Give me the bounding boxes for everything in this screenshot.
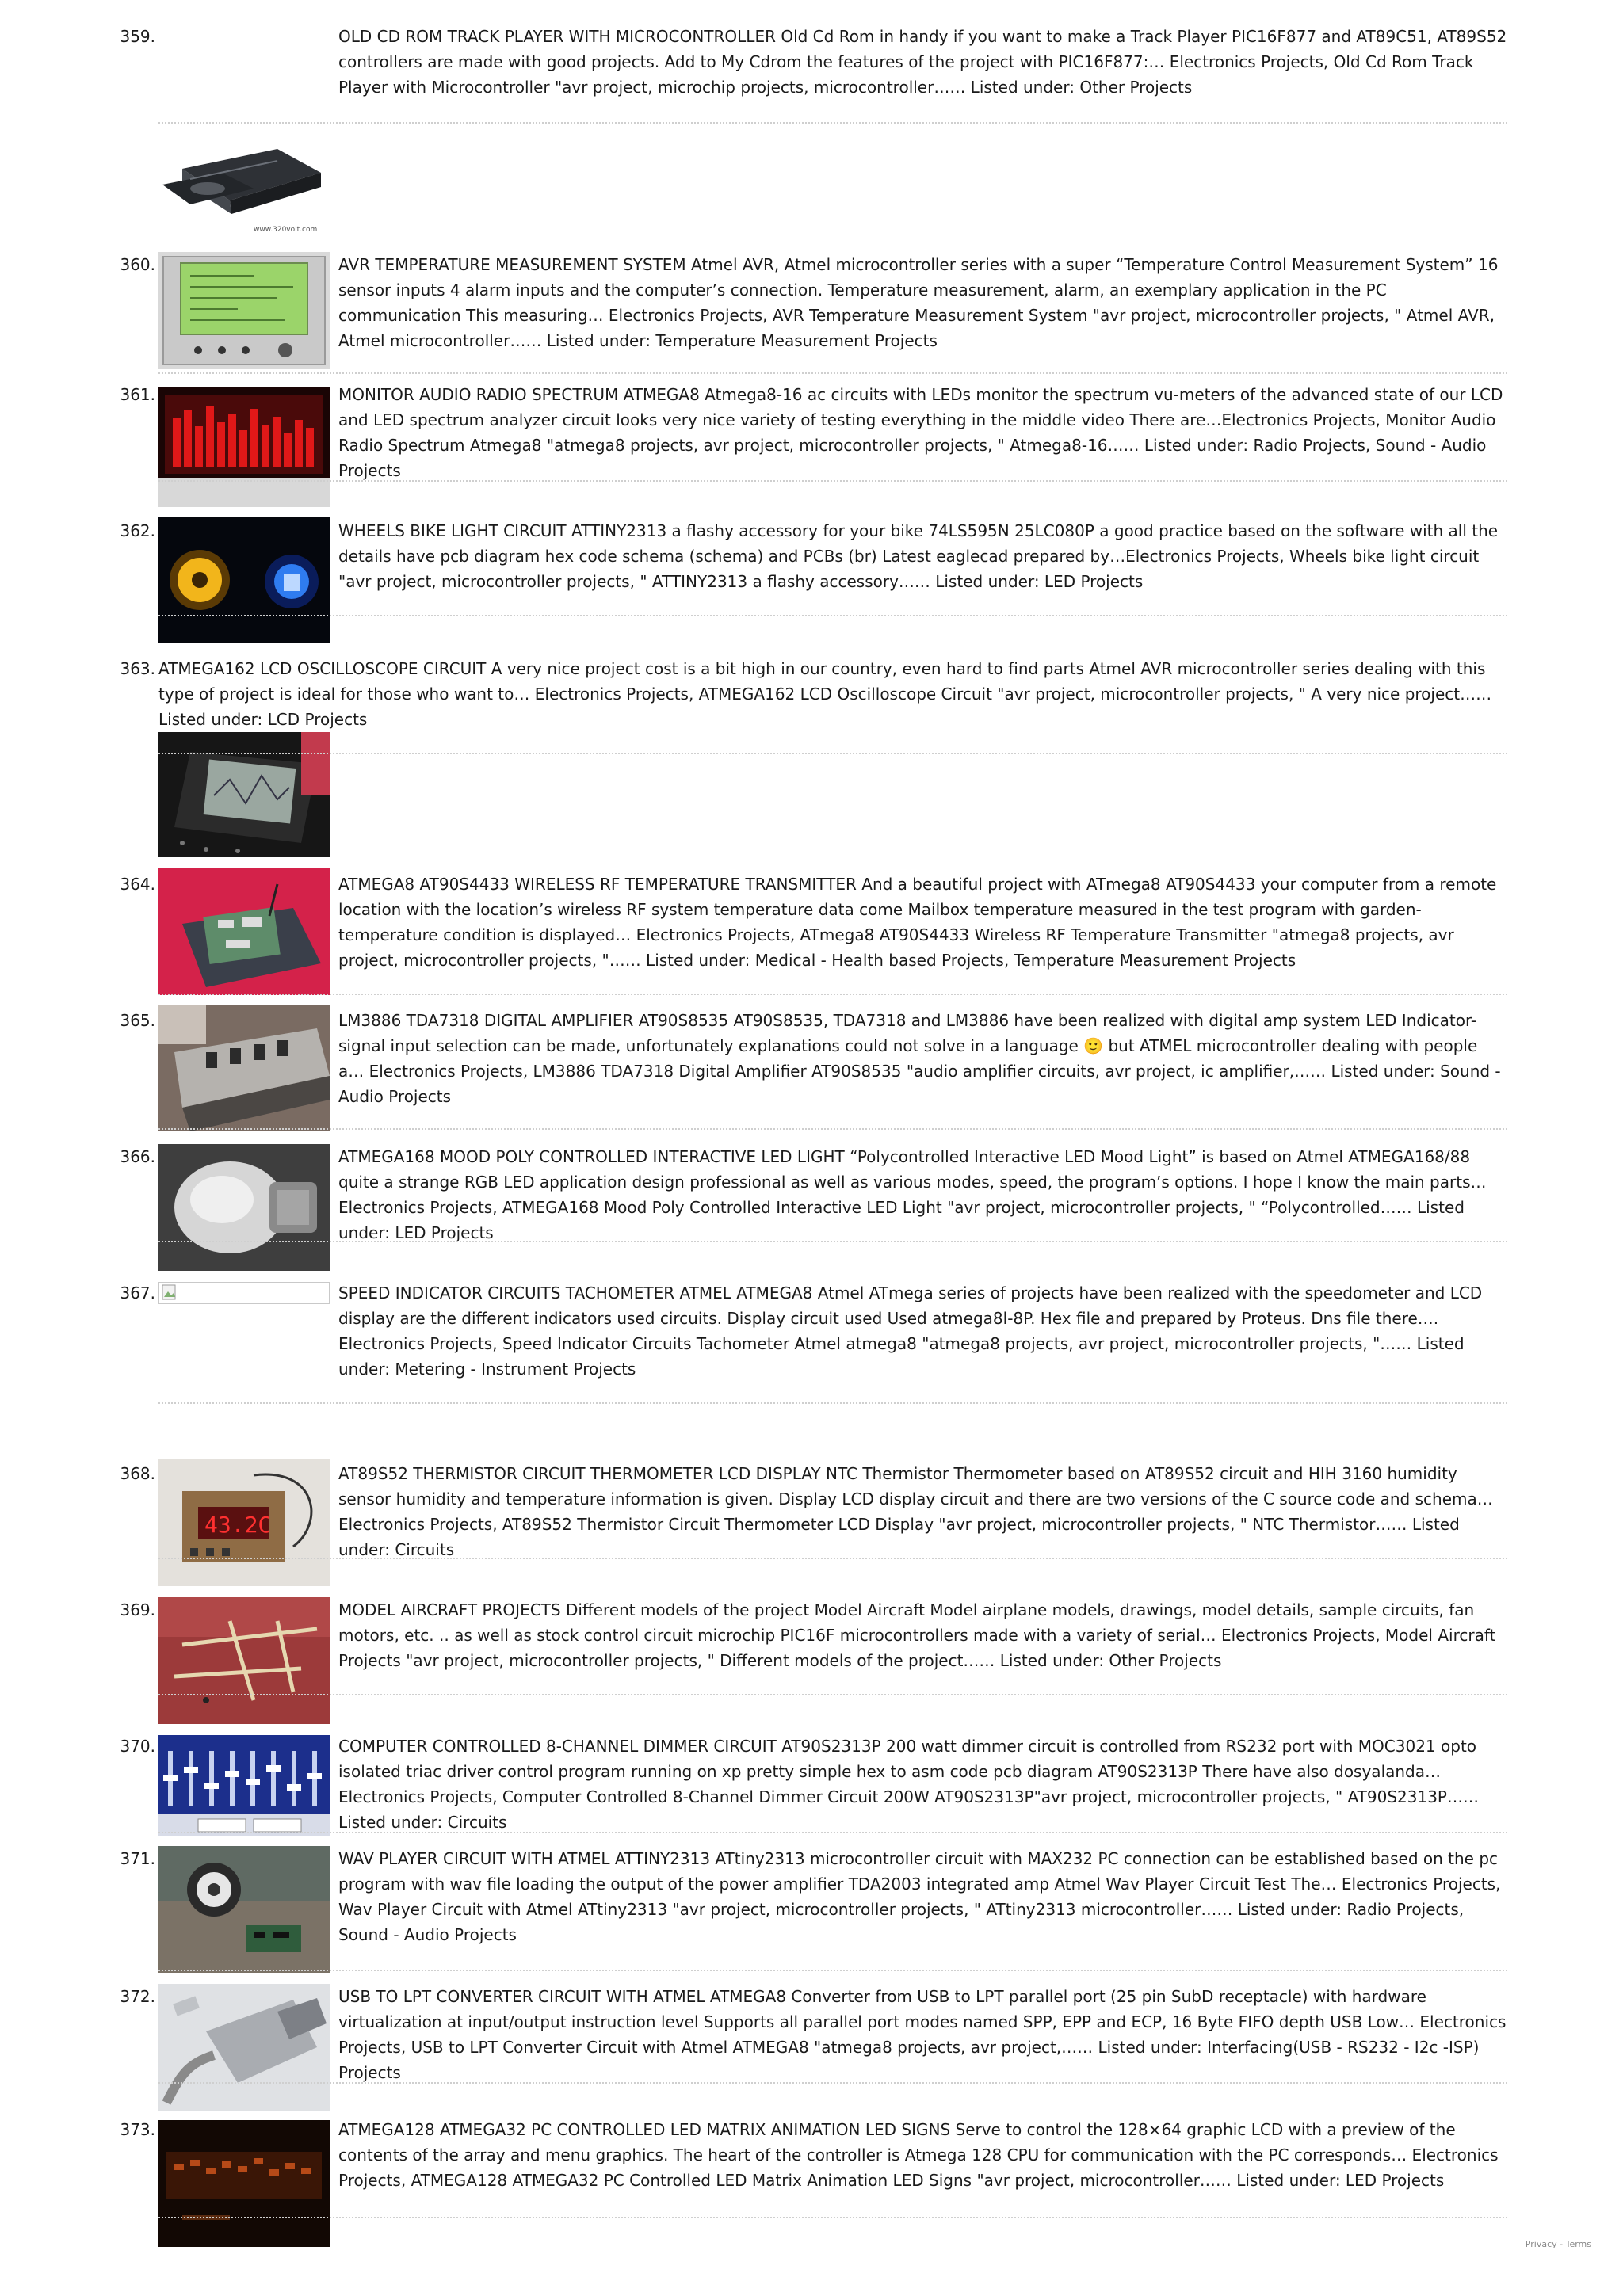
mood-light-photo[interactable]: [158, 1144, 330, 1271]
item-description: WHEELS BIKE LIGHT CIRCUIT ATTINY2313 a flashy accessory for your bike 74LS595N 25LC080P a good practice based on the software with all the details have pcb diagram hex code schema (schema) and PCBs (br) Latest eaglecad prepared by…Electronics Projects, Wheels bike light circuit "avr project, microcontroller projects, " ATTINY2313 a flashy accessory…… Listed under: LED Projects: [338, 521, 1499, 591]
item-description: ATMEGA162 LCD OSCILLOSCOPE CIRCUIT A very nice project cost is a bit high in our country, even hard to find parts Atmel AVR microcontroller series dealing with this type of project is ideal for those who want to… Electronics Projects, ATMEGA162 LCD Oscilloscope Circuit "avr project, microcontroller projects, " A very nice project…… Listed under: LCD Projects: [158, 659, 1492, 729]
divider: [158, 1970, 1507, 1971]
item-description: SPEED INDICATOR CIRCUITS TACHOMETER ATMEL ATMEGA8 Atmel ATmega series of projects have been realized with the speedometer and LCD display are the different indicators used circuits. Display circuit used Used atmega8l-8P. Hex file and prepared by Proteus. Dns file there…. Electronics Projects, Speed Indicator Circuits Tachometer Atmel atmega8 "atmega8 projects, avr project, microcontroller projects, "…… Listed under: Metering - Instrument Projects: [338, 1283, 1483, 1379]
temperature-lcd-photo[interactable]: [158, 252, 330, 369]
thermometer-photo[interactable]: [158, 1459, 330, 1586]
item-number: 362.: [120, 521, 155, 540]
item-number: 369.: [120, 1600, 155, 1619]
item-number: 361.: [120, 385, 155, 404]
led-matrix-photo[interactable]: [158, 2120, 330, 2247]
item-number: 370.: [120, 1737, 155, 1756]
divider: [158, 994, 1507, 995]
item-number: 371.: [120, 1849, 155, 1868]
divider: [158, 480, 1507, 482]
bike-light-photo[interactable]: [158, 517, 330, 643]
privacy-link[interactable]: Privacy: [1525, 2239, 1557, 2249]
oscilloscope-photo[interactable]: [158, 732, 330, 857]
wav-player-photo[interactable]: [158, 1846, 330, 1973]
item-number: 363.: [120, 659, 155, 678]
divider: [158, 372, 1507, 374]
usb-lpt-photo[interactable]: [158, 1984, 330, 2111]
item-number: 372.: [120, 1987, 155, 2006]
item-number: 368.: [120, 1464, 155, 1483]
divider: [158, 2082, 1507, 2084]
divider: [158, 753, 1507, 754]
item-description: OLD CD ROM TRACK PLAYER WITH MICROCONTROLLER Old Cd Rom in handy if you want to make a Track Player PIC16F877 and AT89C51, AT89S52 controllers are made with good projects. Add to My Cdrom the features of the project with PIC16F877:… Electronics Projects, Old Cd Rom Track Player with Microcontroller "avr project, microchip projects, microcontroller…… Listed under: Other Projects: [338, 27, 1507, 97]
item-number: 367.: [120, 1283, 155, 1302]
item-description: USB TO LPT CONVERTER CIRCUIT WITH ATMEL ATMEGA8 Converter from USB to LPT parallel port (25 pin SubD receptacle) with hardware virtualization at input/output instruction level Supports all parallel port modes named SPP, EPP and ECP, 16 Byte FIFO depth USB Low… Electronics Projects, USB to LPT Converter Circuit with Atmel ATMEGA8 "atmega8 projects, avr project,…… Listed under: Interfacing(USB - RS232 - I2c -ISP) Projects: [338, 1987, 1507, 2082]
item-description: AT89S52 THERMISTOR CIRCUIT THERMOMETER LCD DISPLAY NTC Thermistor Thermometer based on AT89S52 circuit and HIH 3160 humidity sensor humidity and temperature information is given. Display LCD display circuit and there are two versions of the C source code and schema… Electronics Projects, AT89S52 Thermistor Circuit Thermometer LCD Display "avr project, microcontroller projects, " NTC Thermistor…… Listed under: Circuits: [338, 1464, 1493, 1559]
footer-separator: -: [1556, 2239, 1566, 2249]
lcd-readout: 43.2C: [204, 1512, 272, 1538]
item-number: 360.: [120, 255, 155, 274]
divider: [158, 122, 1507, 124]
divider: [158, 1694, 1507, 1695]
cd-player-photo[interactable]: [158, 125, 330, 238]
broken-image-icon[interactable]: [158, 1282, 330, 1304]
item-number: 364.: [120, 875, 155, 894]
divider: [158, 615, 1507, 616]
item-description: LM3886 TDA7318 DIGITAL AMPLIFIER AT90S8535 AT90S8535, TDA7318 and LM3886 have been realized with digital amp system LED Indicator-signal input selection can be made, unfortunately explanations could not solve in a language 🙂 but ATMEL microcontroller dealing with people a… Electronics Projects, LM3886 TDA7318 Digital Amplifier AT90S8535 "audio amplifier circuits, avr project, ic amplifier,…… Listed under: Sound - Audio Projects: [338, 1011, 1501, 1106]
item-description: ATMEGA168 MOOD POLY CONTROLLED INTERACTIVE LED LIGHT “Polycontrolled Interactive LED Mood Light” is based on Atmel ATMEGA168/88 quite a strange RGB LED application design professional as well as various modes, speed, the program’s options. I hope I know the main parts… Electronics Projects, ATMEGA168 Mood Poly Controlled Interactive LED Light "avr project, microcontroller projects, " “Polycontrolled…… Listed under: LED Projects: [338, 1147, 1487, 1242]
dimmer-software-photo[interactable]: [158, 1735, 330, 1836]
divider: [158, 1241, 1507, 1242]
item-description: AVR TEMPERATURE MEASUREMENT SYSTEM Atmel AVR, Atmel microcontroller series with a super “Temperature Control Measurement System” 16 sensor inputs 4 alarm inputs and the computer’s connection. Temperature measurement, alarm, an exemplary application in the PC communication This measuring… Electronics Projects, AVR Temperature Measurement System "avr project, microcontroller projects, " Atmel AVR, Atmel microcontroller…… Listed under: Temperature Measurement Projects: [338, 255, 1499, 350]
thumb-caption: www.320volt.com: [254, 226, 318, 234]
divider: [158, 1402, 1507, 1404]
item-description: WAV PLAYER CIRCUIT WITH ATMEL ATTINY2313 ATtiny2313 microcontroller circuit with MAX232 PC connection can be established based on the pc program with wav file loading the output of the power amplifier TDA2003 integrated amp Atmel Wav Player Circuit Test The… Electronics Projects, Wav Player Circuit with Atmel ATtiny2313 "avr project, microcontroller projects, " ATtiny2313 microcontroller…… Listed under: Radio Projects, Sound - Audio Projects: [338, 1849, 1501, 1944]
model-aircraft-photo[interactable]: [158, 1597, 330, 1724]
item-description: MODEL AIRCRAFT PROJECTS Different models of the project Model Aircraft Model airplane models, drawings, model details, sample circuits, fan motors, etc. .. as well as stock control circuit microchip PIC16F microcontrollers made with a variety of serial… Electronics Projects, Model Aircraft Projects "avr project, microcontroller projects, " Different models of the project…… Listed under: Other Projects: [338, 1600, 1496, 1670]
terms-link[interactable]: Terms: [1565, 2239, 1591, 2249]
item-number: 359.: [120, 27, 155, 46]
divider: [158, 1128, 1507, 1130]
rf-transmitter-photo[interactable]: [158, 868, 330, 995]
item-number: 366.: [120, 1147, 155, 1166]
divider: [158, 1832, 1507, 1833]
amplifier-photo[interactable]: [158, 1005, 330, 1131]
item-description: ATMEGA8 AT90S4433 WIRELESS RF TEMPERATURE TRANSMITTER And a beautiful project with ATmega8 AT90S4433 your computer from a remote location with the location’s wireless RF system temperature data come Mailbox temperature measured in the test program with garden-temperature condition is displayed… Electronics Projects, ATmega8 AT90S4433 Wireless RF Temperature Transmitter "atmega8 projects, avr project, microcontroller projects, "…… Listed under: Medical - Health based Projects, Temperature Measurement Projects: [338, 875, 1497, 970]
footer-links: [1526, 2239, 1591, 2249]
item-description: COMPUTER CONTROLLED 8-CHANNEL DIMMER CIRCUIT AT90S2313P 200 watt dimmer circuit is controlled from RS232 port with MOC3021 opto isolated triac driver control program running on xp pretty simple hex to asm code pcb diagram AT90S2313P There have also dosyalanda… Electronics Projects, Computer Controlled 8-Channel Dimmer Circuit 200W AT90S2313P"avr project, microcontroller projects, " AT90S2313P…… Listed under: Circuits: [338, 1737, 1479, 1832]
item-number: 373.: [120, 2120, 155, 2139]
item-description: ATMEGA128 ATMEGA32 PC CONTROLLED LED MATRIX ANIMATION LED SIGNS Serve to control the 128×64 graphic LCD with a preview of the contents of the array and menu graphics. The heart of the controller is Atmega 128 CPU for communication with the PC corresponds… Electronics Projects, ATMEGA128 ATMEGA32 PC Controlled LED Matrix Animation LED Signs "avr project, microcontroller…… Listed under: LED Projects: [338, 2120, 1499, 2190]
divider: [158, 2217, 1507, 2218]
item-number: 365.: [120, 1011, 155, 1030]
item-description: MONITOR AUDIO RADIO SPECTRUM ATMEGA8 Atmega8-16 ac circuits with LEDs monitor the spectrum vu-meters of the advanced state of our LCD and LED spectrum analyzer circuit looks very nice variety of testing everything in the middle video There are…Electronics Projects, Monitor Audio Radio Spectrum Atmega8 "atmega8 projects, avr project, microcontroller projects, " Atmega8-16…… Listed under: Radio Projects, Sound - Audio Projects: [338, 385, 1503, 480]
divider: [158, 1558, 1507, 1559]
spectrum-photo[interactable]: [158, 387, 330, 507]
